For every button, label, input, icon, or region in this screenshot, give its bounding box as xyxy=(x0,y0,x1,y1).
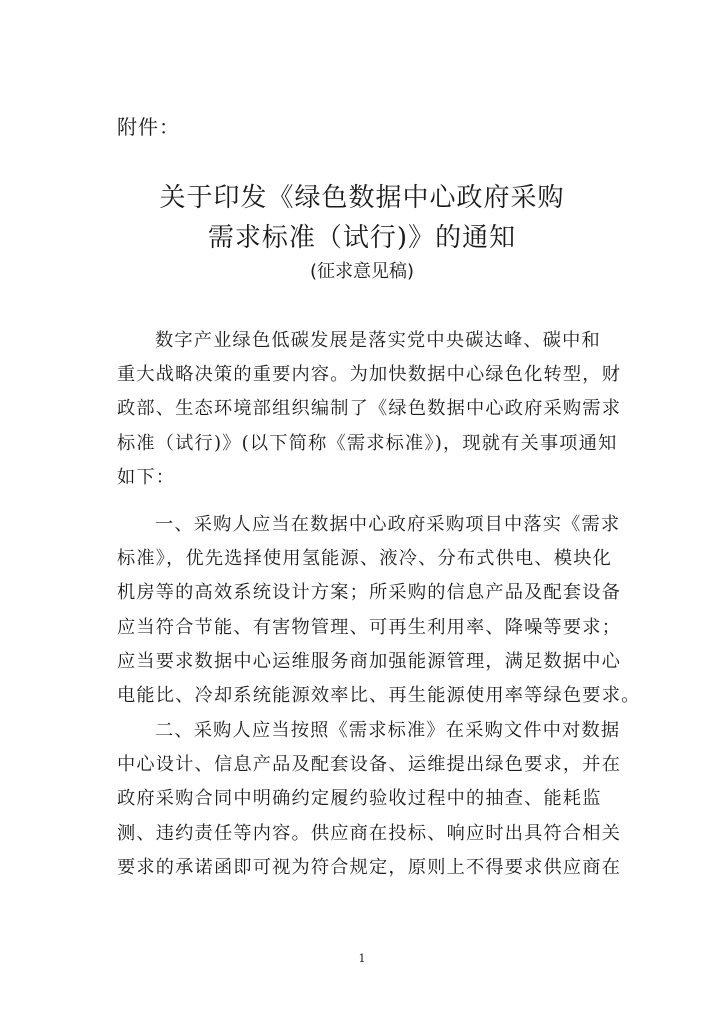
paragraph-line: 政部、生态环境部组织编制了《绿色数据中心政府采购需求 xyxy=(117,398,622,420)
paragraph-line: 测、违约责任等内容。供应商在投标、响应时出具符合相关 xyxy=(117,822,622,844)
paragraph-line: 一、采购人应当在数据中心政府采购项目中落实《需求 xyxy=(155,514,621,535)
paragraph-line: 重大战略决策的重要内容。为加快数据中心绿色化转型，财 xyxy=(117,364,622,386)
document-title-line-2: 需求标准（试行)》的通知 xyxy=(207,223,517,253)
paragraph-item-2 xyxy=(117,714,622,885)
paragraph-line: 要求的承诺函即可视为符合规定，原则上不得要求供应商在 xyxy=(117,856,622,878)
paragraph-line: 应当要求数据中心运维服务商加强能源管理，满足数据中心 xyxy=(117,650,622,672)
paragraph-line: 机房等的高效系统设计方案；所采购的信息产品及配套设备 xyxy=(117,582,622,604)
paragraph-line: 如下： xyxy=(117,466,176,488)
attachment-label: 附件： xyxy=(117,115,180,139)
paragraph-line: 标准（试行)》(以下简称《需求标准》)，现就有关事项通知 xyxy=(117,432,618,454)
paragraph-line: 标准》，优先选择使用氢能源、液冷、分布式供电、模块化 xyxy=(117,548,612,570)
paragraph-line: 应当符合节能、有害物管理、可再生利用率、降噪等要求； xyxy=(117,616,622,638)
page-number: 1 xyxy=(358,952,366,965)
paragraph-item-1 xyxy=(117,508,641,713)
paragraph-line: 数字产业绿色低碳发展是落实党中央碳达峰、碳中和 xyxy=(155,330,601,351)
paragraph-line: 中心设计、信息产品及配套设备、运维提出绿色要求，并在 xyxy=(117,754,622,776)
document-title-line-1: 关于印发《绿色数据中心政府采购 xyxy=(159,183,565,213)
paragraph-line: 二、采购人应当按照《需求标准》在采购文件中对数据 xyxy=(155,720,621,741)
paragraph-line: 电能比、冷却系统能源效率比、再生能源使用率等绿色要求。 xyxy=(117,684,641,706)
document-subtitle: (征求意见稿) xyxy=(309,261,415,282)
paragraph-intro xyxy=(117,324,622,495)
paragraph-line: 政府采购合同中明确约定履约验收过程中的抽查、能耗监 xyxy=(117,788,602,810)
